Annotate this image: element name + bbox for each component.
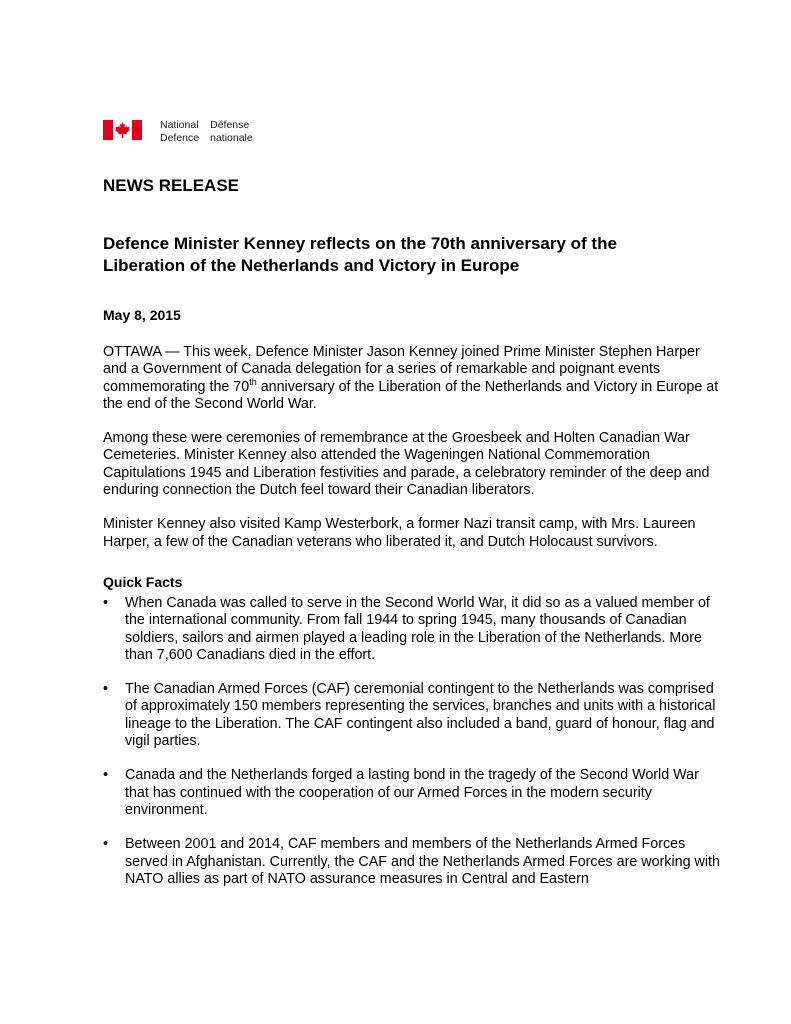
department-name: [160, 119, 253, 144]
paragraph-1: [103, 344, 723, 413]
fact-text: Between 2001 and 2014, CAF members and members of the Netherlands Armed Forces served in Afghanistan. Currently, the CAF and the Netherlands Armed Forces are working with NATO allies as part of NATO assurance measures in Central and Eastern: [125, 836, 720, 887]
paragraph-3: Minister Kenney also visited Kamp Westerbork, a former Nazi transit camp, with Mrs. Laureen Harper, a few of the Canadian veterans who liberated it, and Dutch Holocaust survivors.: [103, 516, 696, 550]
signature-en-line2: Defence: [160, 131, 200, 144]
release-date: May 8, 2015: [103, 307, 181, 323]
bullet-icon: •: [103, 836, 109, 853]
maple-leaf-icon: [114, 122, 131, 138]
bullet-icon: •: [103, 594, 109, 611]
government-signature: [103, 119, 253, 144]
fact-text: When Canada was called to serve in the Second World War, it did so as a valued member of the international community. From fall 1944 to spring 1945, many thousands of Canadian soldiers, sailors and airmen played a leading role in the Liberation of the Netherlands. More than 7,600 Canadians died in the effort.: [125, 594, 710, 663]
flag-center: [113, 120, 132, 140]
paragraph-1-end: anniversary of the Liberation of the Netherlands and Victory in Europe at the end of the Second World War.: [103, 378, 719, 412]
headline-line1: Defence Minister Kenney reflects on the 70th anniversary of the: [103, 234, 617, 253]
flag-left-bar: [103, 120, 113, 140]
flag-right-bar: [132, 120, 142, 140]
paragraph-2: Among these were ceremonies of remembrance at the Groesbeek and Holten Canadian War Cemeteries. Minister Kenney also attended the Wageningen National Commemoration Capitulations 1945 and Liberation festivities and parade, a celebratory reminder of the deep and enduring connection the Dutch feel toward their Canadian liberators.: [103, 430, 710, 499]
list-item: [103, 681, 723, 750]
canada-flag-icon: [103, 120, 142, 140]
release-content: [103, 176, 723, 905]
paragraph-1-start: OTTAWA — This week, Defence Minister Jason Kenney joined Prime Minister Stephen Harper and a Government of Canada delegation for a series of remarkable and poignant events commemorating the 70: [103, 344, 700, 395]
ordinal-suffix: th: [249, 376, 257, 387]
headline: [103, 233, 723, 277]
fact-text: The Canadian Armed Forces (CAF) ceremonial contingent to the Netherlands was comprised of approximately 150 members representing the services, branches and units with a historical lineage to the Liberation. The CAF contingent also included a band, guard of honour, flag and vigil parties.: [125, 681, 716, 750]
quick-facts-list: [103, 595, 723, 888]
bullet-icon: •: [103, 681, 109, 698]
bullet-icon: •: [103, 767, 109, 784]
headline-line2: Liberation of the Netherlands and Victory in Europe: [103, 256, 520, 275]
signature-fr-line1: Défense: [210, 119, 250, 131]
list-item: [103, 767, 723, 819]
signature-en-line1: National: [160, 119, 199, 131]
list-item: [103, 836, 723, 888]
quick-facts-heading: Quick Facts: [103, 573, 183, 590]
release-type: NEWS RELEASE: [103, 176, 240, 195]
list-item: [103, 595, 723, 664]
signature-fr-line2: nationale: [210, 131, 253, 144]
fact-text: Canada and the Netherlands forged a lasting bond in the tragedy of the Second World War that has continued with the cooperation of our Armed Forces in the modern security environment.: [125, 767, 699, 818]
